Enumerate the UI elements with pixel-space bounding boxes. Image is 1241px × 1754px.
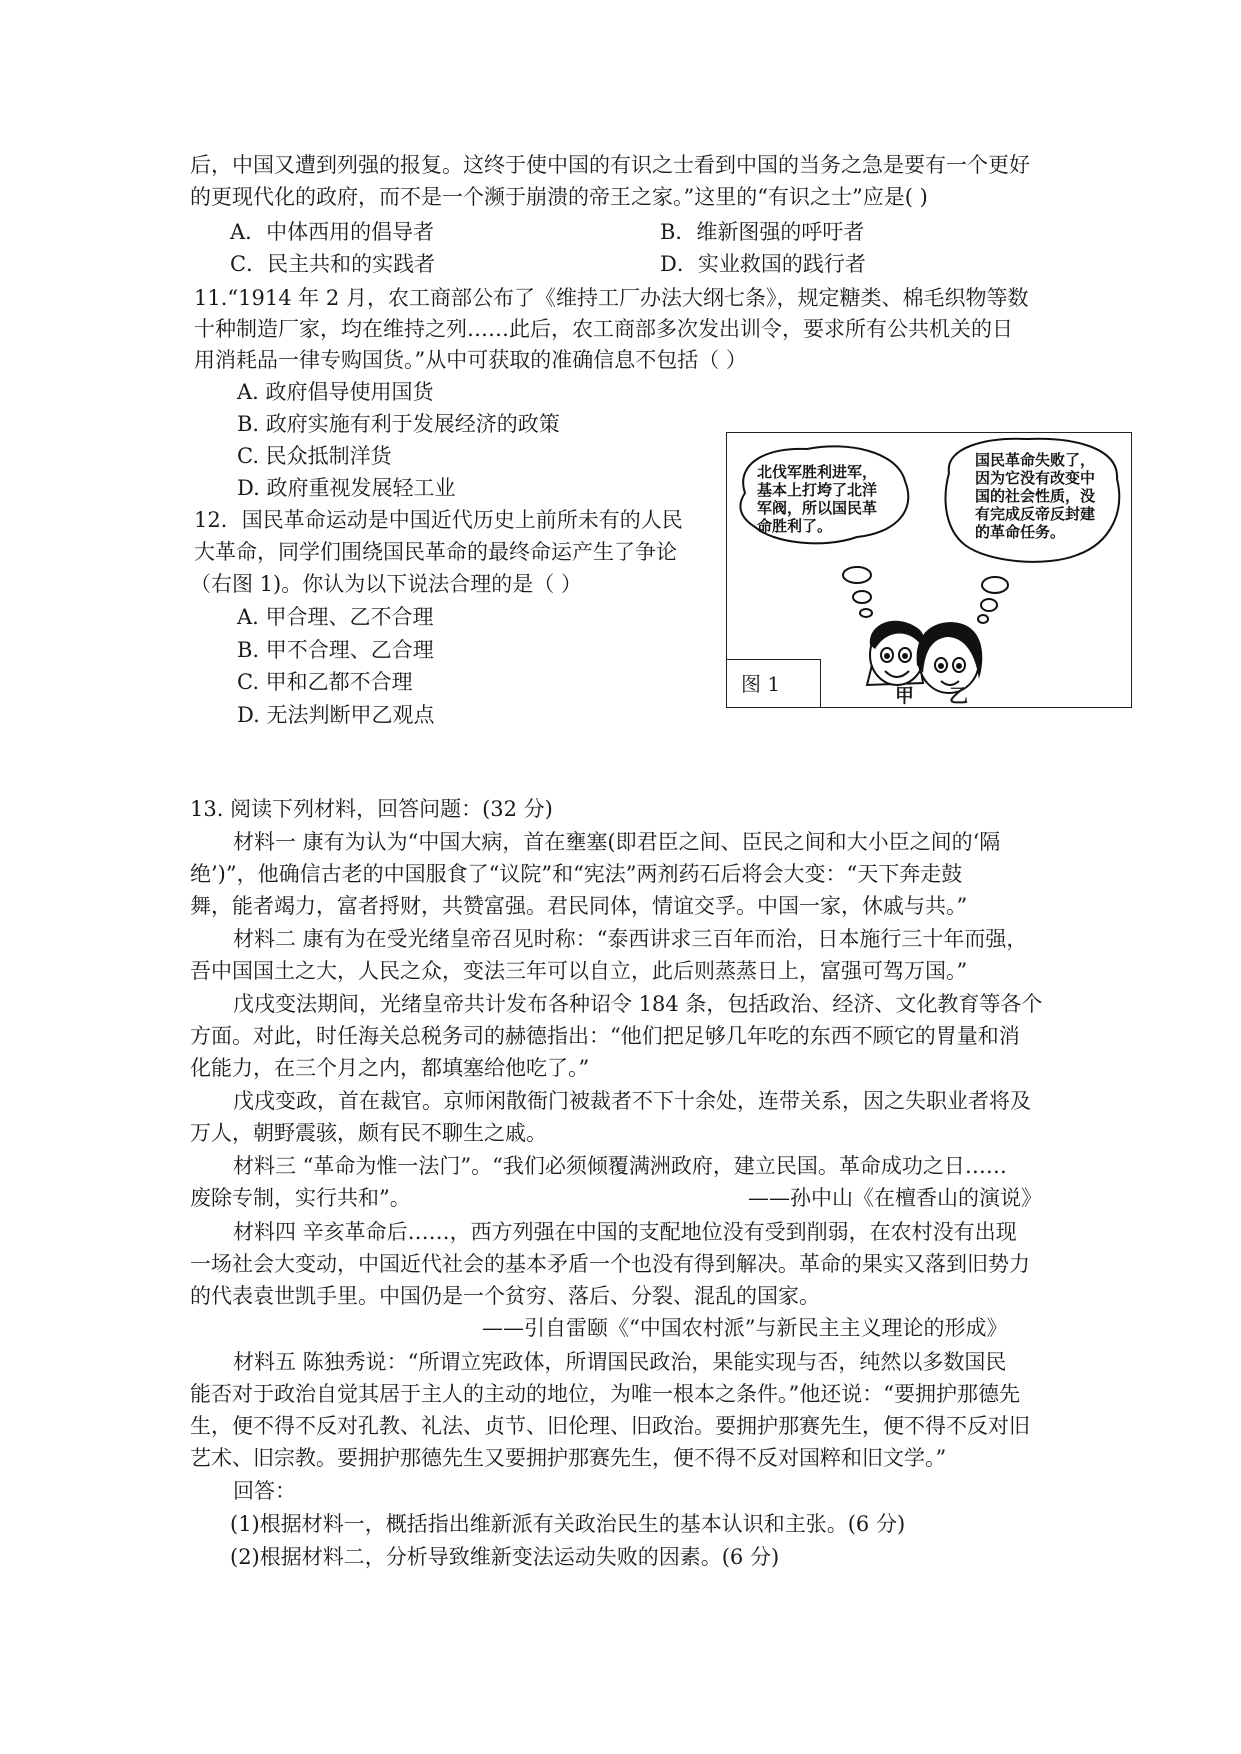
- q11-option-d: D. 政府重视发展轻工业: [237, 476, 456, 500]
- figure-1-cartoon: [726, 432, 1132, 708]
- q11-option-b: B. 政府实施有利于发展经济的政策: [237, 412, 560, 436]
- thought-dot-jia-1: [843, 567, 871, 583]
- material-2-line2: 吾中国国土之大，人民之众，变法三年可以自立，此后则蒸蒸日上，富强可驾万国。”: [190, 959, 968, 983]
- material-5-line4: 艺术、旧宗教。要拥护那德先生又要拥护那赛先生，便不得不反对国粹和旧文学。”: [190, 1446, 947, 1470]
- q12-stem-line1: 12．国民革命运动是中国近代历史上前所未有的人民: [194, 508, 683, 532]
- q11-stem-line2: 十种制造厂家，均在维持之列……此后，农工商部多次发出训令，要求所有公共机关的日: [194, 317, 1013, 341]
- material-1-line1: 材料一 康有为认为“中国大病，首在壅塞(即君臣之间、臣民之间和大小臣之间的‘隔: [233, 830, 1001, 854]
- q13-title: 13. 阅读下列材料，回答问题：(32 分): [190, 797, 553, 821]
- thought-dot-yi-1: [982, 577, 1008, 593]
- material-2-line6: 戊戌变政，首在裁官。京师闲散衙门被裁者不下十余处，连带关系，因之失职业者将及: [233, 1089, 1031, 1113]
- material-4-line2: 一场社会大变动，中国近代社会的基本矛盾一个也没有得到解决。革命的果实又落到旧势力: [190, 1252, 1030, 1276]
- material-4-line1: 材料四 辛亥革命后……，西方列强在中国的支配地位没有受到削弱，在农村没有出现: [233, 1220, 1017, 1244]
- material-4-line3: 的代表袁世凯手里。中国仍是一个贫穷、落后、分裂、混乱的国家。: [190, 1284, 820, 1308]
- figure-1-label: 图 1: [727, 659, 821, 707]
- thought-dot-jia-2: [853, 591, 871, 603]
- q11-option-c: C. 民众抵制洋货: [237, 444, 392, 468]
- q12-option-d: D. 无法判断甲乙观点: [237, 703, 435, 727]
- q12-stem-line2: 大革命，同学们围绕国民革命的最终命运产生了争论: [194, 540, 677, 564]
- q10-option-a: A．中体西用的倡导者: [230, 220, 435, 244]
- question-13-1: (1)根据材料一，概括指出维新派有关政治民生的基本认识和主张。(6 分): [230, 1512, 906, 1536]
- thought-dot-yi-2: [981, 599, 997, 611]
- q10-stem-line1: 后，中国又遭到列强的报复。这终于使中国的有识之士看到中国的当务之急是要有一个更好: [190, 153, 1030, 177]
- material-2-line5: 化能力，在三个月之内，都填塞给他吃了。”: [190, 1056, 590, 1080]
- question-13-2: (2)根据材料二，分析导致维新变法运动失败的因素。(6 分): [230, 1545, 780, 1569]
- q10-stem-line2: 的更现代化的政府，而不是一个濒于崩溃的帝王之家。”这里的“有识之士”应是( ): [190, 185, 928, 209]
- q10-option-d: D．实业救国的践行者: [660, 252, 866, 276]
- material-1-line2: 绝’)”，他确信古老的中国服食了“议院”和“宪法”两剂药石后将会大变：“天下奔走鼓: [190, 862, 963, 886]
- bubble-yi-text: 国民革命失败了， 因为它没有改变中 国的社会性质，没 有完成反帝反封建 的革命任务。: [975, 451, 1096, 541]
- material-5-line2: 能否对于政治自觉其居于主人的主动的地位，为唯一根本之条件。”他还说：“要拥护那德先: [190, 1382, 1020, 1406]
- thought-dot-jia-3: [860, 609, 872, 617]
- label-yi: 乙: [949, 685, 969, 707]
- q10-option-c: C．民主共和的实践者: [230, 252, 436, 276]
- material-2-line3: 戊戌变法期间，光绪皇帝共计发布各种诏令 184 条，包括政治、经济、文化教育等各个: [233, 992, 1043, 1016]
- q12-option-c: C. 甲和乙都不合理: [237, 670, 413, 694]
- material-5-line1: 材料五 陈独秀说：“所谓立宪政体，所谓国民政治，果能实现与否，纯然以多数国民: [233, 1350, 1007, 1374]
- q12-option-a: A. 甲合理、乙不合理: [237, 605, 434, 629]
- label-jia: 甲: [895, 685, 915, 707]
- q11-stem-line3: 用消耗品一律专购国货。”从中可获取的准确信息不包括（ ）: [194, 348, 747, 372]
- material-5-line3: 生，便不得不反对孔教、礼法、贞节、旧伦理、旧政治。要拥护那赛先生，便不得不反对旧: [190, 1414, 1030, 1438]
- material-3-source: ——孙中山《在檀香山的演说》: [748, 1186, 1042, 1210]
- person-jia-figure: [867, 621, 925, 685]
- q12-option-b: B. 甲不合理、乙合理: [237, 638, 434, 662]
- material-2-line1: 材料二 康有为在受光绪皇帝召见时称：“泰西讲求三百年而治，日本施行三十年而强，: [233, 927, 1028, 951]
- q12-stem-line3: （右图 1)。你认为以下说法合理的是（ ）: [190, 572, 582, 596]
- material-4-source: ——引自雷颐《“中国农村派”与新民主主义理论的形成》: [482, 1316, 1008, 1340]
- material-1-line3: 舞，能者竭力，富者捋财，共赞富强。君民同体，情谊交孚。中国一家，休戚与共。”: [190, 894, 968, 918]
- q11-stem-line1: 11.“1914 年 2 月，农工商部公布了《维持工厂办法大纲七条》，规定糖类、棉毛织物等数: [194, 286, 1029, 310]
- q10-option-b: B．维新图强的呼吁者: [660, 220, 865, 244]
- material-2-line7: 万人，朝野震骇，颇有民不聊生之戚。: [190, 1121, 547, 1145]
- thought-dot-yi-3: [978, 615, 988, 623]
- material-2-line4: 方面。对此，时任海关总税务司的赫德指出：“他们把足够几年吃的东西不顾它的胃量和消: [190, 1024, 1020, 1048]
- q11-option-a: A. 政府倡导使用国货: [237, 380, 434, 404]
- bubble-jia-text: 北伐军胜利进军， 基本上打垮了北洋 军阀，所以国民革 命胜利了。: [757, 463, 878, 535]
- material-3-line2: 废除专制，实行共和”。: [190, 1186, 411, 1210]
- material-3-line1: 材料三 “革命为惟一法门”。“我们必须倾覆满洲政府，建立民国。革命成功之日……: [233, 1154, 1007, 1178]
- answer-heading: 回答：: [233, 1479, 296, 1503]
